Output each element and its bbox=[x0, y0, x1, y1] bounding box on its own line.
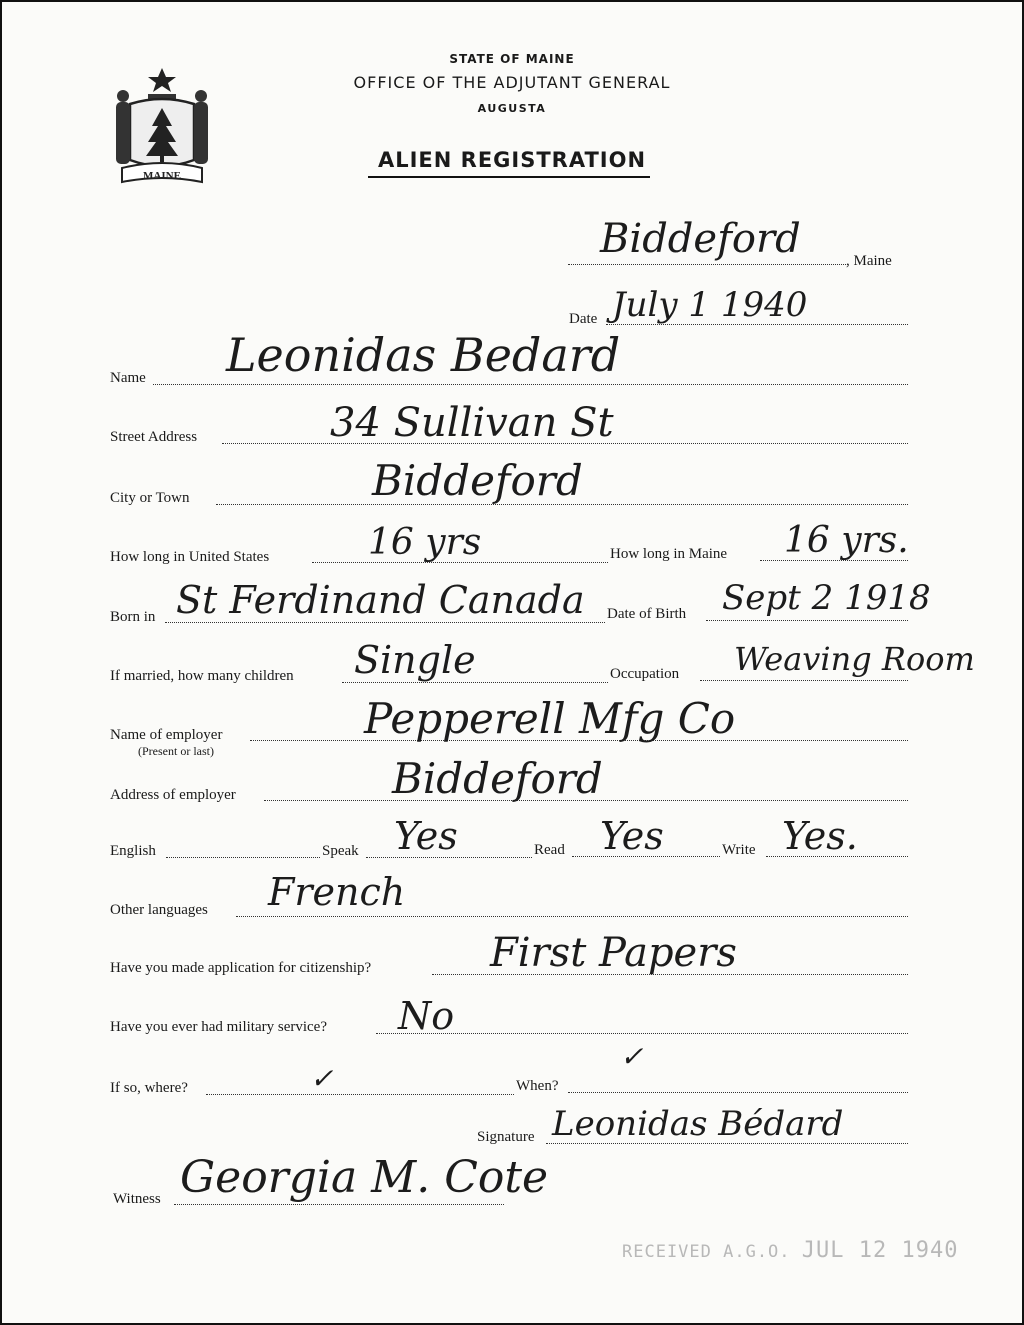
when-line bbox=[568, 1092, 908, 1093]
employer-note: (Present or last) bbox=[138, 744, 214, 758]
form-title: ALIEN REGISTRATION bbox=[377, 148, 647, 172]
when-value: ✓ bbox=[620, 1040, 644, 1073]
employer-addr-value: Biddeford bbox=[392, 754, 603, 803]
employer-label: Name of employer bbox=[110, 727, 223, 743]
occupation-line bbox=[700, 680, 908, 681]
long-us-label: How long in United States bbox=[110, 549, 270, 565]
military-label: Have you ever had military service? bbox=[110, 1019, 327, 1035]
occupation-label: Occupation bbox=[610, 666, 680, 682]
name-label: Name bbox=[110, 370, 146, 386]
maine-label: , Maine bbox=[846, 253, 892, 269]
town-line bbox=[568, 264, 846, 265]
signature-value: Leonidas Bédard bbox=[552, 1104, 844, 1144]
where-label: If so, where? bbox=[110, 1080, 188, 1096]
read-label: Read bbox=[534, 842, 565, 858]
header-city: AUGUSTA bbox=[477, 102, 547, 115]
employer-addr-label: Address of employer bbox=[110, 787, 236, 803]
witness-line bbox=[174, 1204, 504, 1205]
citizenship-value: First Papers bbox=[490, 930, 737, 976]
date-value: July 1 1940 bbox=[612, 285, 808, 325]
employer-value: Pepperell Mfg Co bbox=[364, 694, 736, 743]
dob-label: Date of Birth bbox=[607, 606, 687, 622]
dob-value: Sept 2 1918 bbox=[722, 578, 931, 618]
witness-label: Witness bbox=[113, 1191, 161, 1207]
speak-value: Yes bbox=[394, 814, 458, 858]
long-maine-value: 16 yrs. bbox=[784, 520, 909, 561]
occupation-value: Weaving Room bbox=[734, 640, 975, 678]
write-value: Yes. bbox=[782, 814, 858, 858]
speak-label: Speak bbox=[322, 843, 359, 859]
english-label: English bbox=[110, 843, 156, 859]
other-lang-value: French bbox=[268, 870, 406, 914]
other-lang-line bbox=[236, 916, 908, 917]
received-stamp-date: JUL 12 1940 bbox=[801, 1238, 959, 1263]
name-line bbox=[153, 384, 908, 385]
married-line bbox=[342, 682, 608, 683]
where-line bbox=[206, 1094, 514, 1095]
born-line bbox=[165, 622, 605, 623]
received-stamp bbox=[622, 1238, 958, 1263]
english-line bbox=[166, 857, 320, 858]
city-label: City or Town bbox=[110, 490, 190, 506]
other-lang-label: Other languages bbox=[110, 902, 208, 918]
street-value: 34 Sullivan St bbox=[330, 400, 614, 446]
header-office: OFFICE OF THE ADJUTANT GENERAL bbox=[353, 73, 671, 92]
born-label: Born in bbox=[110, 609, 156, 625]
seal-ribbon-text: MAINE bbox=[143, 170, 181, 182]
dob-line bbox=[706, 620, 908, 621]
date-label: Date bbox=[569, 311, 598, 327]
title-underline bbox=[368, 176, 650, 178]
where-value: ✓ bbox=[310, 1062, 334, 1095]
married-label: If married, how many children bbox=[110, 668, 294, 684]
long-us-value: 16 yrs bbox=[368, 522, 482, 563]
signature-label: Signature bbox=[477, 1129, 535, 1145]
born-value: St Ferdinand Canada bbox=[176, 578, 585, 622]
name-value: Leonidas Bedard bbox=[226, 328, 621, 382]
street-label: Street Address bbox=[110, 429, 198, 445]
citizenship-label: Have you made application for citizenship? bbox=[110, 960, 372, 976]
military-value: No bbox=[398, 994, 455, 1038]
when-label: When? bbox=[516, 1078, 559, 1094]
read-value: Yes bbox=[600, 814, 664, 858]
write-label: Write bbox=[722, 842, 756, 858]
city-value: Biddeford bbox=[372, 456, 583, 505]
received-stamp-text: RECEIVED A.G.O. bbox=[622, 1242, 791, 1262]
header-state: STATE OF MAINE bbox=[449, 52, 575, 66]
town-value: Biddeford bbox=[600, 216, 801, 262]
long-maine-label: How long in Maine bbox=[610, 546, 728, 562]
married-value: Single bbox=[354, 638, 476, 682]
witness-value: Georgia M. Cote bbox=[180, 1152, 549, 1203]
military-line bbox=[376, 1033, 908, 1034]
